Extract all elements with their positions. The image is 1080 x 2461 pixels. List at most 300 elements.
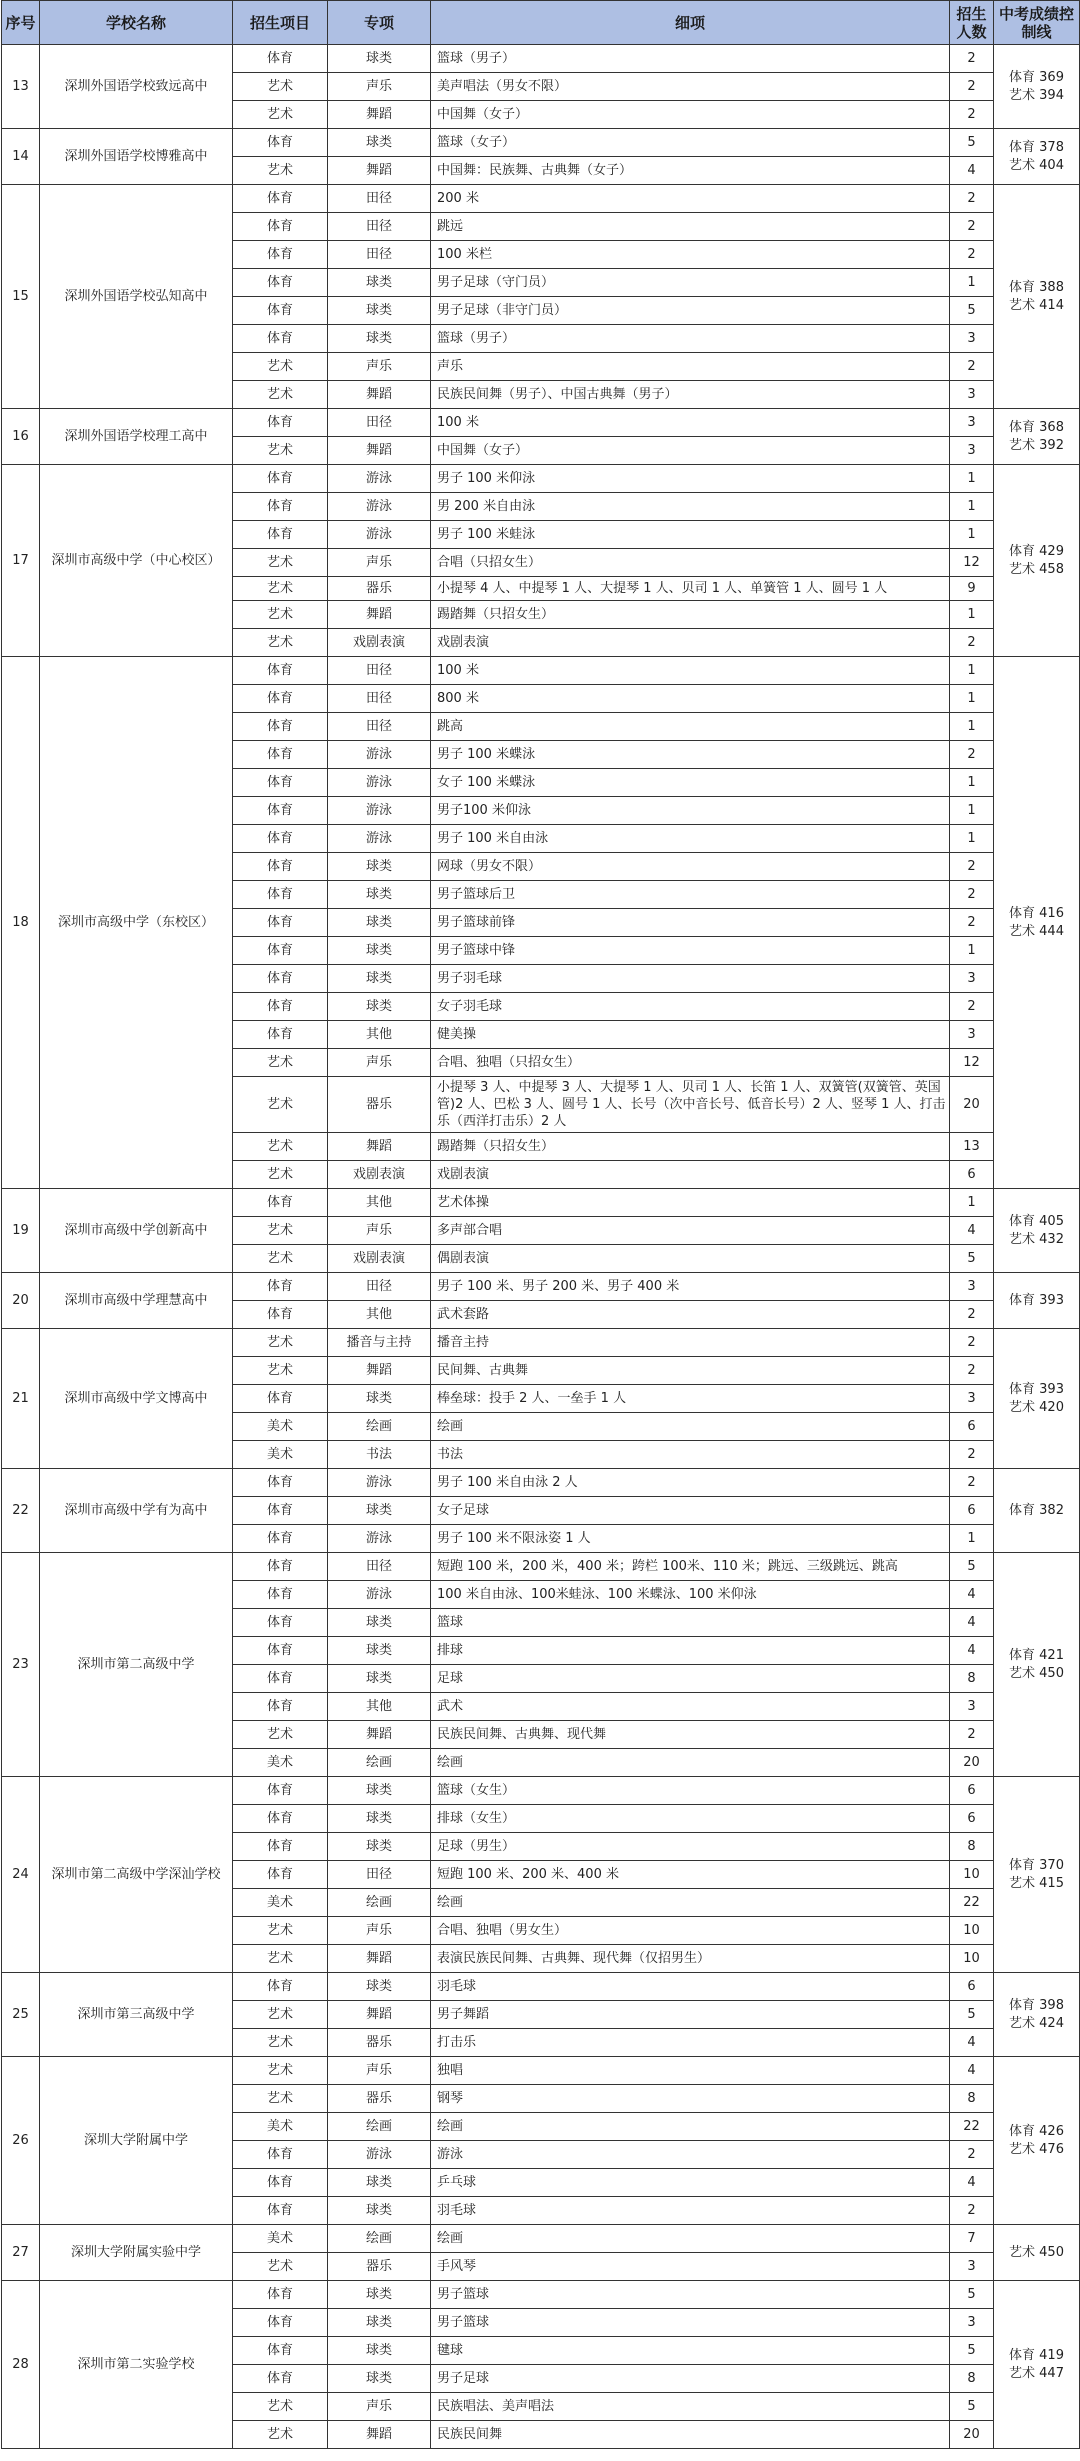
count-cell: 1 (950, 797, 994, 825)
count-cell: 1 (950, 269, 994, 297)
count-cell: 1 (950, 685, 994, 713)
major-cell: 田径 (328, 713, 431, 741)
count-cell: 2 (950, 73, 994, 101)
major-cell: 声乐 (328, 1217, 431, 1245)
category-cell: 体育 (233, 1553, 328, 1581)
major-cell: 球类 (328, 45, 431, 73)
count-cell: 2 (950, 213, 994, 241)
school-name-cell: 深圳外国语学校理工高中 (40, 409, 233, 465)
category-cell: 艺术 (233, 437, 328, 465)
count-cell: 20 (950, 1077, 994, 1133)
score-line-value: 艺术 447 (1009, 2365, 1064, 2381)
count-cell: 6 (950, 1973, 994, 2001)
major-cell: 球类 (328, 2337, 431, 2365)
detail-cell: 绘画 (431, 1889, 950, 1917)
major-cell: 舞蹈 (328, 1357, 431, 1385)
count-cell: 3 (950, 1385, 994, 1413)
major-cell: 绘画 (328, 2225, 431, 2253)
count-cell: 3 (950, 1693, 994, 1721)
detail-cell: 男子100 米仰泳 (431, 797, 950, 825)
count-cell: 3 (950, 965, 994, 993)
category-cell: 艺术 (233, 353, 328, 381)
category-cell: 美术 (233, 2113, 328, 2141)
major-cell: 游泳 (328, 2141, 431, 2169)
school-index-cell: 19 (2, 1189, 40, 1273)
score-line-value: 艺术 458 (1009, 561, 1064, 577)
school-index-cell: 16 (2, 409, 40, 465)
count-cell: 4 (950, 2169, 994, 2197)
table-row (2, 185, 1080, 213)
major-cell: 舞蹈 (328, 1945, 431, 1973)
score-line-value: 艺术 404 (1009, 157, 1064, 173)
category-cell: 体育 (233, 769, 328, 797)
school-index-cell: 15 (2, 185, 40, 409)
major-cell: 舞蹈 (328, 101, 431, 129)
table-row (2, 2281, 1080, 2309)
major-cell: 器乐 (328, 577, 431, 601)
detail-cell: 篮球 (431, 1609, 950, 1637)
major-cell: 田径 (328, 213, 431, 241)
detail-cell: 篮球（女子） (431, 129, 950, 157)
school-index-cell: 21 (2, 1329, 40, 1469)
category-cell: 体育 (233, 685, 328, 713)
category-cell: 艺术 (233, 1077, 328, 1133)
category-cell: 艺术 (233, 1945, 328, 1973)
category-cell: 体育 (233, 1469, 328, 1497)
major-cell: 球类 (328, 1385, 431, 1413)
category-cell: 艺术 (233, 1161, 328, 1189)
category-cell: 体育 (233, 1385, 328, 1413)
score-line-value: 艺术 476 (1009, 2141, 1064, 2157)
major-cell: 球类 (328, 1973, 431, 2001)
category-cell: 美术 (233, 2225, 328, 2253)
detail-cell: 跳远 (431, 213, 950, 241)
detail-cell: 羽毛球 (431, 1973, 950, 2001)
count-cell: 10 (950, 1945, 994, 1973)
count-cell: 3 (950, 409, 994, 437)
count-cell: 1 (950, 465, 994, 493)
major-cell: 球类 (328, 1805, 431, 1833)
score-line-cell (994, 2225, 1080, 2281)
school-name-cell: 深圳外国语学校弘知高中 (40, 185, 233, 409)
count-cell: 1 (950, 825, 994, 853)
count-cell: 2 (950, 909, 994, 937)
major-cell: 球类 (328, 1497, 431, 1525)
major-cell: 舞蹈 (328, 157, 431, 185)
major-cell: 绘画 (328, 1749, 431, 1777)
count-cell: 1 (950, 601, 994, 629)
count-cell: 6 (950, 1777, 994, 1805)
detail-cell: 小提琴 3 人、中提琴 3 人、大提琴 1 人、贝司 1 人、长笛 1 人、双簧管(双簧管、英国管)2 人、巴松 3 人、圆号 1 人、长号（次中音长号、低音长号）2 人、竖琴 1 人、打击乐（西洋打击乐）2 人 (431, 1077, 950, 1133)
detail-cell: 女子羽毛球 (431, 993, 950, 1021)
score-line-value: 艺术 394 (1009, 87, 1064, 103)
major-cell: 声乐 (328, 73, 431, 101)
score-line-value: 体育 416 (1009, 905, 1064, 921)
category-cell: 体育 (233, 185, 328, 213)
count-cell: 3 (950, 1021, 994, 1049)
major-cell: 舞蹈 (328, 1133, 431, 1161)
score-line-cell (994, 409, 1080, 465)
count-cell: 4 (950, 2029, 994, 2057)
category-cell: 艺术 (233, 157, 328, 185)
major-cell: 声乐 (328, 2393, 431, 2421)
score-line-cell (994, 1469, 1080, 1553)
detail-cell: 中国舞：民族舞、古典舞（女子） (431, 157, 950, 185)
count-cell: 9 (950, 577, 994, 601)
school-index-cell: 25 (2, 1973, 40, 2057)
school-name-cell: 深圳市高级中学（东校区） (40, 657, 233, 1189)
score-line-value: 体育 378 (1009, 139, 1064, 155)
count-cell: 2 (950, 1357, 994, 1385)
score-line-cell (994, 45, 1080, 129)
score-line-value: 艺术 450 (1009, 2244, 1064, 2260)
major-cell: 球类 (328, 965, 431, 993)
school-index-cell: 23 (2, 1553, 40, 1777)
category-cell: 体育 (233, 1777, 328, 1805)
count-cell: 2 (950, 629, 994, 657)
detail-cell: 毽球 (431, 2337, 950, 2365)
school-index-cell: 20 (2, 1273, 40, 1329)
category-cell: 体育 (233, 741, 328, 769)
count-cell: 8 (950, 2085, 994, 2113)
category-cell: 艺术 (233, 2421, 328, 2449)
major-cell: 声乐 (328, 1049, 431, 1077)
detail-cell: 踢踏舞（只招女生） (431, 601, 950, 629)
detail-cell: 男子足球（守门员） (431, 269, 950, 297)
major-cell: 声乐 (328, 549, 431, 577)
count-cell: 5 (950, 297, 994, 325)
major-cell: 戏剧表演 (328, 1161, 431, 1189)
detail-cell: 游泳 (431, 2141, 950, 2169)
table-row (2, 1469, 1080, 1497)
category-cell: 体育 (233, 2169, 328, 2197)
detail-cell: 独唱 (431, 2057, 950, 2085)
category-cell: 体育 (233, 409, 328, 437)
category-cell: 体育 (233, 465, 328, 493)
category-cell: 体育 (233, 241, 328, 269)
detail-cell: 书法 (431, 1441, 950, 1469)
detail-cell: 钢琴 (431, 2085, 950, 2113)
count-cell: 3 (950, 1273, 994, 1301)
score-line-value: 艺术 414 (1009, 297, 1064, 313)
score-line-value: 体育 369 (1009, 69, 1064, 85)
category-cell: 艺术 (233, 1721, 328, 1749)
header-index: 序号 (2, 1, 40, 45)
count-cell: 12 (950, 549, 994, 577)
category-cell: 体育 (233, 2365, 328, 2393)
category-cell: 体育 (233, 1273, 328, 1301)
major-cell: 球类 (328, 297, 431, 325)
category-cell: 艺术 (233, 73, 328, 101)
count-cell: 2 (950, 2141, 994, 2169)
category-cell: 美术 (233, 1441, 328, 1469)
count-cell: 10 (950, 1917, 994, 1945)
detail-cell: 棒垒球：投手 2 人、一垒手 1 人 (431, 1385, 950, 1413)
category-cell: 艺术 (233, 2001, 328, 2029)
school-index-cell: 13 (2, 45, 40, 129)
detail-cell: 偶剧表演 (431, 1245, 950, 1273)
detail-cell: 女子足球 (431, 1497, 950, 1525)
count-cell: 6 (950, 1413, 994, 1441)
major-cell: 舞蹈 (328, 437, 431, 465)
detail-cell: 男子 100 米蝶泳 (431, 741, 950, 769)
detail-cell: 绘画 (431, 2225, 950, 2253)
school-name-cell: 深圳市高级中学理慧高中 (40, 1273, 233, 1329)
detail-cell: 中国舞（女子） (431, 101, 950, 129)
school-index-cell: 28 (2, 2281, 40, 2449)
count-cell: 2 (950, 1301, 994, 1329)
detail-cell: 美声唱法（男女不限） (431, 73, 950, 101)
count-cell: 2 (950, 993, 994, 1021)
major-cell: 声乐 (328, 353, 431, 381)
category-cell: 体育 (233, 1581, 328, 1609)
score-line-cell (994, 2057, 1080, 2225)
detail-cell: 戏剧表演 (431, 629, 950, 657)
category-cell: 艺术 (233, 577, 328, 601)
header-school: 学校名称 (40, 1, 233, 45)
count-cell: 6 (950, 1161, 994, 1189)
category-cell: 体育 (233, 2309, 328, 2337)
major-cell: 球类 (328, 909, 431, 937)
category-cell: 美术 (233, 1749, 328, 1777)
major-cell: 舞蹈 (328, 2421, 431, 2449)
category-cell: 艺术 (233, 1049, 328, 1077)
school-name-cell: 深圳市第二高级中学 (40, 1553, 233, 1777)
major-cell: 球类 (328, 1777, 431, 1805)
category-cell: 体育 (233, 1497, 328, 1525)
count-cell: 2 (950, 2197, 994, 2225)
major-cell: 球类 (328, 129, 431, 157)
header-score-line: 中考成绩控制线 (994, 1, 1080, 45)
school-index-cell: 17 (2, 465, 40, 657)
category-cell: 艺术 (233, 2029, 328, 2057)
category-cell: 艺术 (233, 1217, 328, 1245)
school-name-cell: 深圳市第二高级中学深汕学校 (40, 1777, 233, 1973)
detail-cell: 足球（男生） (431, 1833, 950, 1861)
category-cell: 体育 (233, 325, 328, 353)
category-cell: 美术 (233, 1413, 328, 1441)
detail-cell: 羽毛球 (431, 2197, 950, 2225)
detail-cell: 女子 100 米蝶泳 (431, 769, 950, 797)
header-count: 招生人数 (950, 1, 994, 45)
score-line-value: 体育 421 (1009, 1647, 1064, 1663)
table-row (2, 1329, 1080, 1357)
detail-cell: 男子 100 米自由泳 (431, 825, 950, 853)
count-cell: 2 (950, 45, 994, 73)
major-cell: 书法 (328, 1441, 431, 1469)
category-cell: 体育 (233, 1861, 328, 1889)
major-cell: 球类 (328, 2365, 431, 2393)
major-cell: 球类 (328, 325, 431, 353)
category-cell: 艺术 (233, 2253, 328, 2281)
count-cell: 7 (950, 2225, 994, 2253)
count-cell: 2 (950, 1721, 994, 1749)
detail-cell: 戏剧表演 (431, 1161, 950, 1189)
count-cell: 10 (950, 1861, 994, 1889)
major-cell: 游泳 (328, 825, 431, 853)
major-cell: 游泳 (328, 769, 431, 797)
count-cell: 13 (950, 1133, 994, 1161)
score-line-value: 体育 419 (1009, 2347, 1064, 2363)
category-cell: 体育 (233, 269, 328, 297)
table-row (2, 409, 1080, 437)
count-cell: 22 (950, 2113, 994, 2141)
major-cell: 器乐 (328, 2085, 431, 2113)
category-cell: 体育 (233, 713, 328, 741)
score-line-cell (994, 1777, 1080, 1973)
major-cell: 游泳 (328, 465, 431, 493)
major-cell: 绘画 (328, 2113, 431, 2141)
major-cell: 球类 (328, 269, 431, 297)
detail-cell: 排球（女生） (431, 1805, 950, 1833)
detail-cell: 短跑 100 米，200 米，400 米；跨栏 100米、110 米；跳远、三级跳远、跳高 (431, 1553, 950, 1581)
detail-cell: 100 米 (431, 409, 950, 437)
table-row (2, 1777, 1080, 1805)
count-cell: 4 (950, 1217, 994, 1245)
school-index-cell: 27 (2, 2225, 40, 2281)
count-cell: 4 (950, 1637, 994, 1665)
detail-cell: 声乐 (431, 353, 950, 381)
score-line-value: 艺术 444 (1009, 923, 1064, 939)
score-line-value: 艺术 415 (1009, 1875, 1064, 1891)
category-cell: 艺术 (233, 629, 328, 657)
detail-cell: 跳高 (431, 713, 950, 741)
detail-cell: 健美操 (431, 1021, 950, 1049)
major-cell: 游泳 (328, 521, 431, 549)
category-cell: 艺术 (233, 601, 328, 629)
count-cell: 1 (950, 1189, 994, 1217)
detail-cell: 民族唱法、美声唱法 (431, 2393, 950, 2421)
major-cell: 球类 (328, 1637, 431, 1665)
major-cell: 球类 (328, 1609, 431, 1637)
detail-cell: 绘画 (431, 2113, 950, 2141)
score-line-value: 体育 370 (1009, 1857, 1064, 1873)
school-index-cell: 22 (2, 1469, 40, 1553)
school-index-cell: 14 (2, 129, 40, 185)
detail-cell: 男子篮球后卫 (431, 881, 950, 909)
count-cell: 8 (950, 2365, 994, 2393)
detail-cell: 200 米 (431, 185, 950, 213)
count-cell: 5 (950, 2001, 994, 2029)
detail-cell: 男子足球（非守门员） (431, 297, 950, 325)
major-cell: 球类 (328, 2169, 431, 2197)
category-cell: 艺术 (233, 1329, 328, 1357)
detail-cell: 多声部合唱 (431, 1217, 950, 1245)
school-index-cell: 18 (2, 657, 40, 1189)
category-cell: 体育 (233, 1301, 328, 1329)
major-cell: 声乐 (328, 1917, 431, 1945)
table-row (2, 465, 1080, 493)
count-cell: 2 (950, 1329, 994, 1357)
score-line-value: 艺术 420 (1009, 1399, 1064, 1415)
category-cell: 艺术 (233, 1917, 328, 1945)
category-cell: 体育 (233, 1189, 328, 1217)
school-name-cell: 深圳市高级中学（中心校区） (40, 465, 233, 657)
major-cell: 游泳 (328, 1525, 431, 1553)
count-cell: 5 (950, 2281, 994, 2309)
table-row (2, 1273, 1080, 1301)
table-row (2, 657, 1080, 685)
category-cell: 体育 (233, 2141, 328, 2169)
count-cell: 1 (950, 769, 994, 797)
category-cell: 艺术 (233, 1133, 328, 1161)
category-cell: 体育 (233, 657, 328, 685)
detail-cell: 绘画 (431, 1413, 950, 1441)
major-cell: 舞蹈 (328, 2001, 431, 2029)
detail-cell: 男子 100 米、男子 200 米、男子 400 米 (431, 1273, 950, 1301)
detail-cell: 男子篮球中锋 (431, 937, 950, 965)
major-cell: 田径 (328, 409, 431, 437)
header-category: 招生项目 (233, 1, 328, 45)
detail-cell: 篮球（男子） (431, 325, 950, 353)
major-cell: 球类 (328, 2197, 431, 2225)
category-cell: 体育 (233, 1665, 328, 1693)
detail-cell: 短跑 100 米、200 米、400 米 (431, 1861, 950, 1889)
category-cell: 艺术 (233, 1245, 328, 1273)
school-index-cell: 26 (2, 2057, 40, 2225)
major-cell: 播音与主持 (328, 1329, 431, 1357)
category-cell: 体育 (233, 2337, 328, 2365)
count-cell: 3 (950, 437, 994, 465)
school-name-cell: 深圳市高级中学有为高中 (40, 1469, 233, 1553)
count-cell: 2 (950, 241, 994, 269)
detail-cell: 100 米栏 (431, 241, 950, 269)
major-cell: 其他 (328, 1301, 431, 1329)
count-cell: 1 (950, 937, 994, 965)
detail-cell: 中国舞（女子） (431, 437, 950, 465)
category-cell: 艺术 (233, 381, 328, 409)
detail-cell: 小提琴 4 人、中提琴 1 人、大提琴 1 人、贝司 1 人、单簧管 1 人、圆号 1 人 (431, 577, 950, 601)
score-line-value: 体育 368 (1009, 419, 1064, 435)
detail-cell: 男子 100 米自由泳 2 人 (431, 1469, 950, 1497)
category-cell: 体育 (233, 1609, 328, 1637)
header-major: 专项 (328, 1, 431, 45)
category-cell: 体育 (233, 853, 328, 881)
score-line-value: 艺术 424 (1009, 2015, 1064, 2031)
detail-cell: 男 200 米自由泳 (431, 493, 950, 521)
category-cell: 体育 (233, 213, 328, 241)
category-cell: 体育 (233, 909, 328, 937)
count-cell: 4 (950, 1609, 994, 1637)
count-cell: 5 (950, 2393, 994, 2421)
category-cell: 体育 (233, 1973, 328, 2001)
detail-cell: 播音主持 (431, 1329, 950, 1357)
count-cell: 8 (950, 1833, 994, 1861)
major-cell: 器乐 (328, 2253, 431, 2281)
count-cell: 5 (950, 1553, 994, 1581)
major-cell: 其他 (328, 1021, 431, 1049)
major-cell: 戏剧表演 (328, 629, 431, 657)
category-cell: 艺术 (233, 2085, 328, 2113)
detail-cell: 男子舞蹈 (431, 2001, 950, 2029)
count-cell: 20 (950, 2421, 994, 2449)
score-line-cell (994, 129, 1080, 185)
detail-cell: 男子篮球 (431, 2309, 950, 2337)
major-cell: 舞蹈 (328, 1721, 431, 1749)
major-cell: 声乐 (328, 2057, 431, 2085)
school-name-cell: 深圳市第二实验学校 (40, 2281, 233, 2449)
detail-cell: 武术 (431, 1693, 950, 1721)
detail-cell: 表演民族民间舞、古典舞、现代舞（仅招男生） (431, 1945, 950, 1973)
category-cell: 体育 (233, 493, 328, 521)
school-name-cell: 深圳大学附属中学 (40, 2057, 233, 2225)
score-line-value: 艺术 450 (1009, 1665, 1064, 1681)
major-cell: 绘画 (328, 1413, 431, 1441)
count-cell: 3 (950, 325, 994, 353)
major-cell: 球类 (328, 853, 431, 881)
detail-cell: 排球 (431, 1637, 950, 1665)
school-index-cell: 24 (2, 1777, 40, 1973)
